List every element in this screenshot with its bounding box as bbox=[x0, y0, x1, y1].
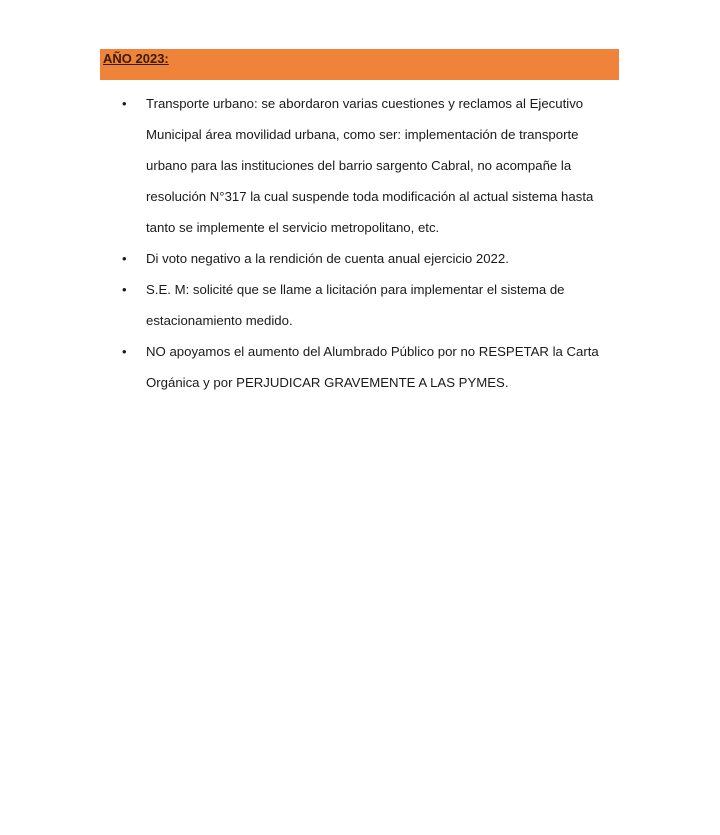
bullet-icon: • bbox=[122, 344, 127, 359]
list-item-text bbox=[146, 88, 616, 243]
text-line: estacionamiento medido. bbox=[146, 313, 293, 328]
bullet-icon: • bbox=[122, 96, 127, 111]
list-item bbox=[0, 88, 720, 243]
list-item-text bbox=[146, 274, 616, 336]
list-item-text bbox=[146, 336, 616, 398]
bullet-icon: • bbox=[122, 251, 127, 266]
text-line: Di voto negativo a la rendición de cuenta anual ejercicio 2022. bbox=[146, 251, 509, 266]
text-line: urbano para las instituciones del barrio sargento Cabral, no acompañe la bbox=[146, 158, 572, 173]
text-line: Municipal área movilidad urbana, como ser: implementación de transporte bbox=[146, 127, 579, 142]
list-item-text bbox=[146, 243, 616, 274]
bullet-list bbox=[0, 88, 720, 398]
bullet-icon: • bbox=[122, 282, 127, 297]
text-line: S.E. M: solicité que se llame a licitación para implementar el sistema de bbox=[146, 282, 565, 297]
section-title: AÑO 2023: bbox=[103, 51, 169, 66]
text-line: NO apoyamos el aumento del Alumbrado Público por no RESPETAR la Carta bbox=[146, 344, 599, 359]
text-line: resolución N°317 la cual suspende toda modificación al actual sistema hasta bbox=[146, 189, 594, 204]
list-item bbox=[0, 336, 720, 398]
text-line: Orgánica y por PERJUDICAR GRAVEMENTE A LAS PYMES. bbox=[146, 375, 509, 390]
list-item bbox=[0, 274, 720, 336]
list-item bbox=[0, 243, 720, 274]
text-line: Transporte urbano: se abordaron varias cuestiones y reclamos al Ejecutivo bbox=[146, 96, 584, 111]
section-header-bar bbox=[100, 49, 619, 80]
text-line: tanto se implemente el servicio metropolitano, etc. bbox=[146, 220, 440, 235]
